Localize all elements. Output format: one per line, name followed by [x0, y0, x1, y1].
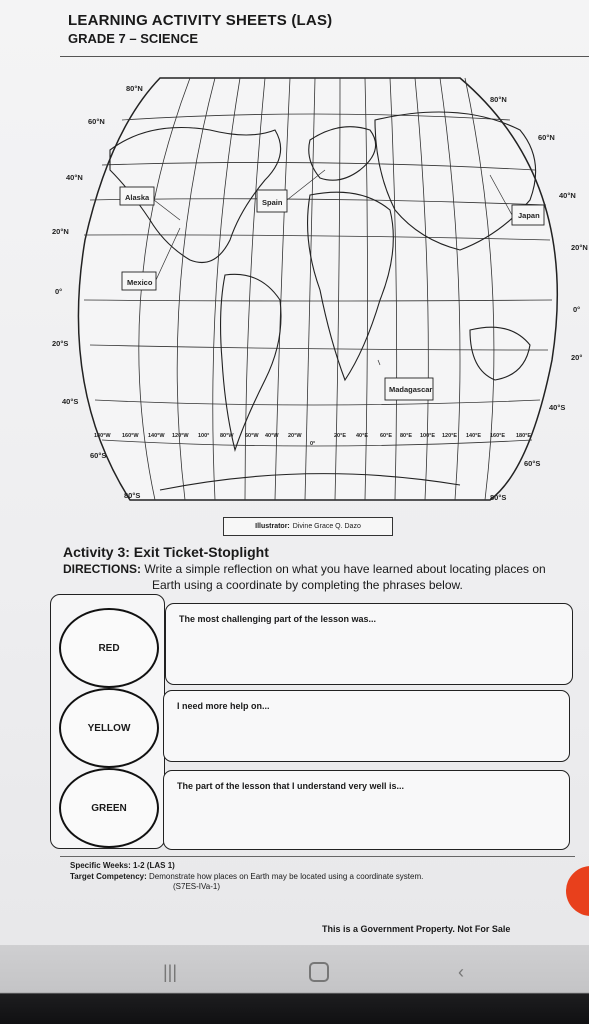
- sheet-title: LEARNING ACTIVITY SHEETS (LAS): [68, 12, 333, 29]
- directions-label: DIRECTIONS:: [63, 562, 141, 576]
- directions-text-2: Earth using a coordinate by completing the phrases below.: [152, 578, 463, 592]
- lat-label-right: 40°N: [559, 191, 576, 200]
- lon-label: 60°W: [245, 433, 259, 439]
- red-light: RED: [59, 608, 159, 688]
- lon-label: 80°E: [400, 433, 412, 439]
- lat-label: 60°S: [90, 451, 107, 460]
- lat-label-right: 40°S: [549, 403, 566, 412]
- lat-label-right: 80°S: [490, 493, 507, 502]
- lon-label: 80°W: [220, 433, 234, 439]
- lat-label: 20°S: [52, 339, 69, 348]
- lat-label: 40°N: [66, 173, 83, 182]
- lon-label: 100°E: [420, 433, 436, 439]
- footer-divider: [60, 856, 575, 857]
- directions-text-1: Write a simple reflection on what you have learned about locating places on: [144, 562, 546, 576]
- lon-label: 180°W: [94, 433, 111, 439]
- yellow-response-box[interactable]: [163, 690, 570, 762]
- system-navigation-bar: [0, 945, 589, 1024]
- lon-label: 180°E: [516, 433, 532, 439]
- green-prompt: The part of the lesson that I understand very well is...: [177, 781, 405, 791]
- illustrator-label: Illustrator:: [255, 523, 290, 530]
- world-map: [40, 60, 589, 530]
- stoplight-panel: [50, 594, 165, 849]
- place-label-mexico: Mexico: [127, 278, 153, 287]
- lon-label: 140°E: [466, 433, 482, 439]
- lat-label: 80°S: [124, 491, 141, 500]
- lat-label: 40°S: [62, 397, 79, 406]
- competency-value: Demonstrate how places on Earth may be located using a coordinate system.: [149, 872, 424, 881]
- green-response-box[interactable]: [163, 770, 570, 850]
- lat-label-right: 0°: [573, 305, 581, 314]
- lon-label: 20°E: [334, 433, 346, 439]
- directions: [63, 562, 578, 576]
- lon-label: 120°E: [442, 433, 458, 439]
- green-light: GREEN: [59, 768, 159, 848]
- lat-label-right: 20°N: [571, 243, 588, 252]
- illustrator-name: Divine Grace Q. Dazo: [292, 523, 361, 530]
- place-label-spain: Spain: [262, 198, 283, 207]
- weeks-label: Specific Weeks:: [70, 861, 131, 870]
- place-label-alaska: Alaska: [125, 193, 150, 202]
- place-label-madagascar: Madagascar: [389, 385, 433, 394]
- lon-label: 60°E: [380, 433, 392, 439]
- home-icon[interactable]: [309, 962, 329, 982]
- lat-label: 60°N: [88, 117, 105, 126]
- lat-label-right: 20°: [571, 353, 583, 362]
- lat-label-right: 60°N: [538, 133, 555, 142]
- lat-label: 0°: [55, 287, 63, 296]
- lat-label: 20°N: [52, 227, 69, 236]
- lat-label-right: 60°S: [524, 459, 541, 468]
- illustrator-credit: [223, 517, 393, 536]
- lon-label: 0°: [310, 441, 316, 447]
- lon-label: 160°E: [490, 433, 506, 439]
- target-competency: [70, 872, 423, 881]
- yellow-light: YELLOW: [59, 688, 159, 768]
- recent-apps-icon[interactable]: |||: [163, 962, 178, 982]
- activity-title: Activity 3: Exit Ticket-Stoplight: [63, 544, 269, 560]
- red-prompt: The most challenging part of the lesson was...: [179, 614, 377, 624]
- lon-label: 40°W: [265, 433, 279, 439]
- header-divider: [60, 56, 589, 57]
- lat-label-right: 80°N: [490, 95, 507, 104]
- place-label-japan: Japan: [518, 211, 540, 220]
- competency-label: Target Competency:: [70, 872, 147, 881]
- specific-weeks: [70, 861, 175, 870]
- red-response-box[interactable]: [165, 603, 573, 685]
- sheet-grade: GRADE 7 – SCIENCE: [68, 31, 199, 46]
- lon-label: 40°E: [356, 433, 368, 439]
- yellow-prompt: I need more help on...: [177, 701, 270, 711]
- competency-code: (S7ES-IVa-1): [173, 882, 220, 891]
- lon-label: 160°W: [122, 433, 139, 439]
- lon-label: 120°W: [172, 433, 189, 439]
- lon-label: 100°: [198, 433, 210, 439]
- weeks-value: 1-2 (LAS 1): [133, 861, 175, 870]
- lon-label: 140°W: [148, 433, 165, 439]
- property-notice: This is a Government Property. Not For Sale: [322, 924, 511, 934]
- lon-label: 20°W: [288, 433, 302, 439]
- back-icon[interactable]: ‹: [458, 962, 464, 982]
- lat-label: 80°N: [126, 84, 143, 93]
